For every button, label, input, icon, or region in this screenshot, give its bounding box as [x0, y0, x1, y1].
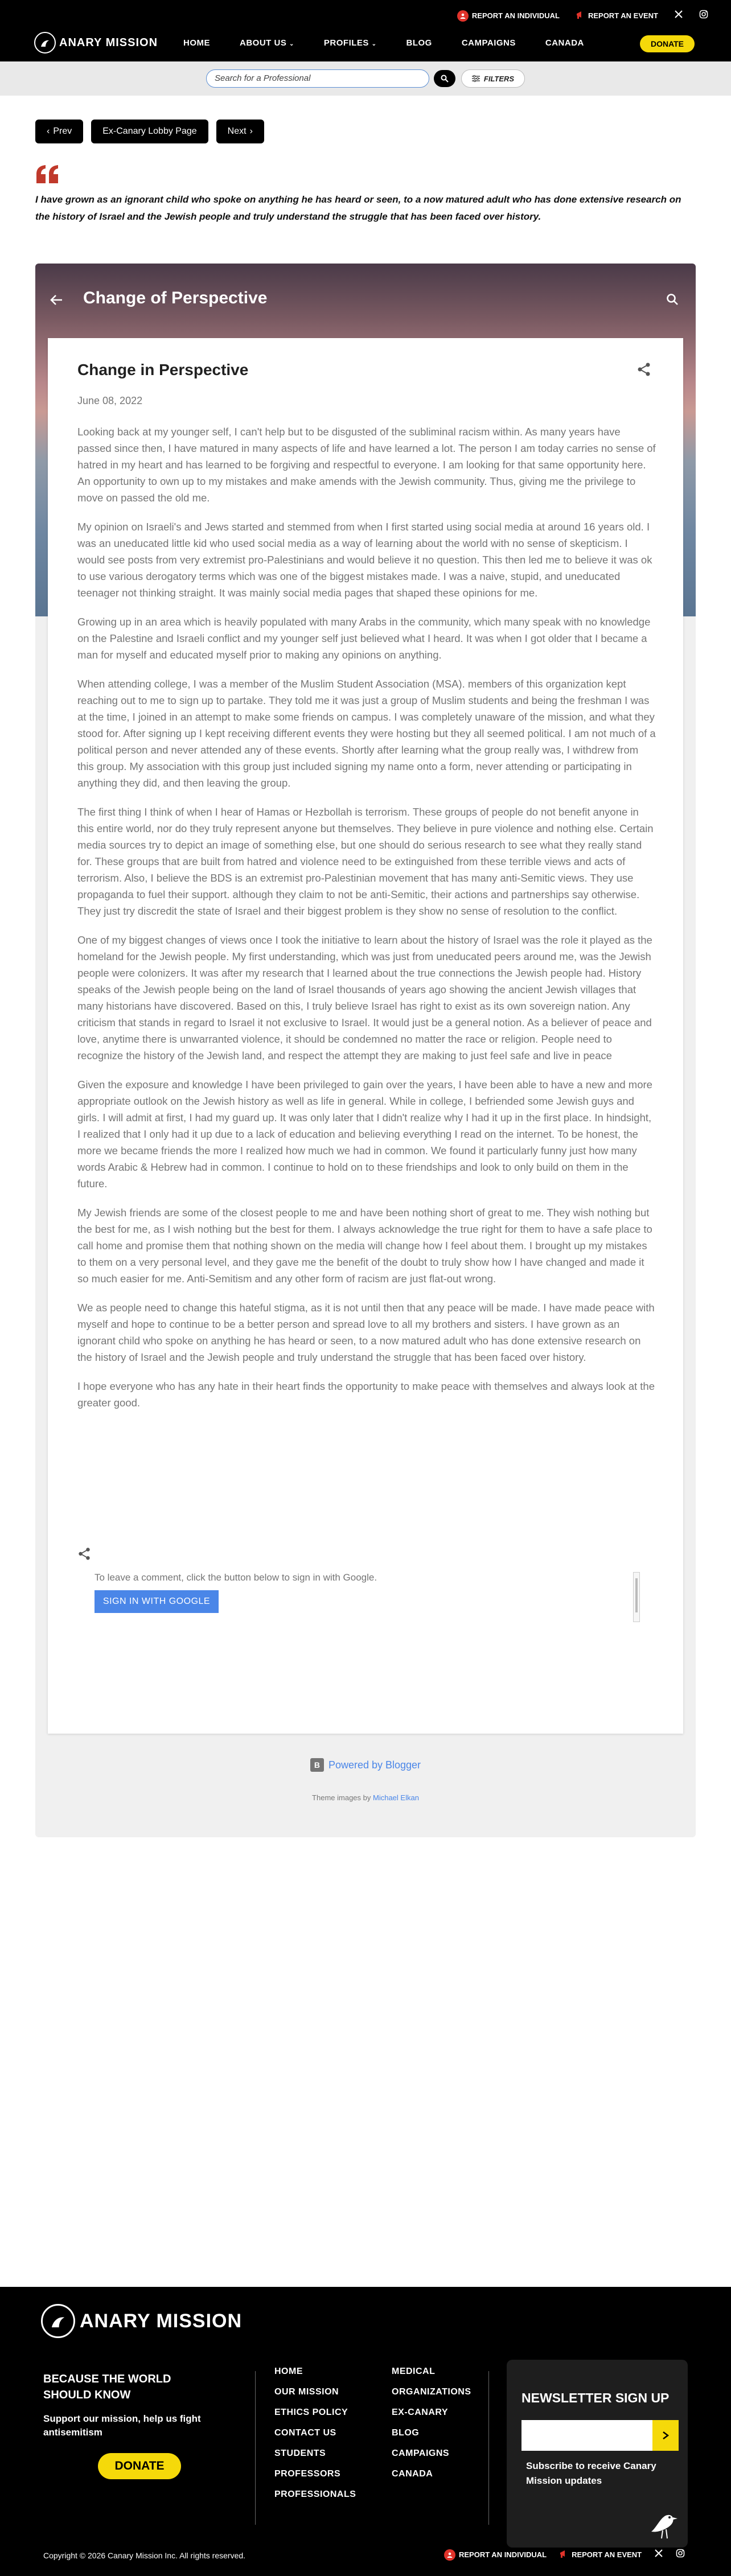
blog-post	[48, 338, 683, 1734]
divider	[488, 2371, 489, 2525]
footer-donate-button[interactable]: DONATE	[98, 2453, 181, 2479]
share-icon[interactable]	[636, 362, 651, 377]
comment-prompt: To leave a comment, click the button below to sign in with Google.	[95, 1572, 377, 1583]
powered-by-blogger[interactable]	[35, 1758, 696, 1772]
copyright: Copyright © 2026 Canary Mission Inc. All rights reserved.	[43, 2551, 246, 2560]
nav-blog[interactable]: BLOG	[406, 38, 432, 48]
theme-credits	[35, 1793, 696, 1802]
blog-header-title[interactable]: Change of Perspective	[83, 289, 268, 307]
logo-text: ANARY MISSION	[59, 36, 158, 49]
search-input[interactable]: Search for a Professional	[206, 69, 429, 88]
canary-logo-icon	[41, 2304, 75, 2338]
blogger-icon: B	[310, 1758, 324, 1772]
newsletter-email-input[interactable]	[521, 2420, 652, 2451]
post-paragraph: My Jewish friends are some of the closest people to me and have been nothing short of great to me. They wish nothing but the best for me, as I wish nothing but the best for them. I always acknowledge the true right for them to have a safe place to call home and promise them that nothing shown on the media will change how I feel about them. I brought up my mistakes to them on a very personal level, and they gave me the benefit of the doubt to truly show how I have changed and made it so much easier for me. Anti-Semitism and any other form of racism are just flat-out wrong.	[77, 1207, 652, 1285]
arrow-left-icon[interactable]	[50, 294, 63, 306]
footer-logo-text: ANARY MISSION	[80, 2310, 243, 2332]
post-paragraph: When attending college, I was a member of the Muslim Student Association (MSA). members of this organization kept reaching out to me to sign up to partake. They told me it was just a group of Muslim students and being the freshman I was at the time, I joined in an attempt to make some friends on campus. I was completely unaware of the mission, and what they stood for. After signing up I kept receiving different events they were hosting but they all seemed political. I am not much of a political person and never attended any of these events. Shortly after learning what the group really was, I withdrew from this group. My association with this group just included signing my name onto a form, never attending or participating in anything they did, and then leaving the group.	[77, 678, 656, 789]
instagram-icon[interactable]	[676, 2549, 685, 2561]
prev-button[interactable]	[35, 120, 83, 143]
newsletter-subtext: Subscribe to receive Canary Mission updates	[526, 2460, 656, 2486]
nav-profiles-label: PROFILES	[323, 38, 369, 48]
post-body	[77, 423, 656, 1423]
google-sign-in-button[interactable]: SIGN IN WITH GOOGLE	[95, 1590, 219, 1613]
x-social-icon[interactable]	[674, 10, 683, 22]
pull-quote: I have grown as an ignorant child who spoke on anything he has heard or seen, to a now matured adult who has done extensive research on the history of Israel and the Jewish people and truly understand the struggle that has been faced over history.	[35, 194, 681, 222]
chevron-down-icon: ⌄	[371, 41, 377, 47]
filters-button[interactable]	[461, 69, 525, 88]
footer-report-individual-link[interactable]	[444, 2549, 547, 2561]
footer-link[interactable]: ETHICS POLICY	[274, 2408, 348, 2417]
search-bar	[0, 61, 731, 96]
theme-credit-label: Theme images by	[312, 1793, 371, 1802]
newsletter-box	[507, 2360, 688, 2548]
theme-author-link[interactable]: Michael Elkan	[373, 1793, 419, 1802]
main-nav	[0, 27, 731, 61]
footer-report-individual-label: REPORT AN INDIVIDUAL	[459, 2550, 547, 2559]
nav-profiles[interactable]	[324, 38, 377, 48]
nav-home[interactable]: HOME	[183, 38, 210, 48]
person-alert-icon	[457, 10, 469, 22]
prev-label: Prev	[53, 126, 72, 136]
post-paragraph: My opinion on Israeli's and Jews started and stemmed from when I first started using social media at around 16 years old. I was an uneducated little kid who used social media as a way of learning about the world with no sense of skepticism. I would see posts from very extremist pro-Palestinians and would believe it no question. This then led me to believe it was ok to use various derogatory terms which was one of the biggest mistakes made. I was a naive, stupid, and uneducated teenager not thinking straight. It was mainly social media pages that shaped these opinions for me.	[77, 521, 652, 599]
nav-about-us[interactable]	[240, 38, 294, 48]
filter-icon	[472, 75, 480, 82]
chevron-right-icon: ›	[249, 126, 253, 136]
report-individual-link[interactable]	[457, 10, 560, 22]
footer-report-event-link[interactable]	[559, 2549, 642, 2561]
footer-tagline: BECAUSE THE WORLD SHOULD KNOW	[43, 2373, 171, 2401]
footer-link[interactable]: PROFESSIONALS	[274, 2489, 356, 2499]
comments-frame	[95, 1572, 641, 1629]
footer-links-col2	[392, 2367, 471, 2479]
footer-link[interactable]: CONTACT US	[274, 2428, 336, 2438]
search-icon[interactable]	[666, 293, 679, 306]
post-paragraph: The first thing I think of when I hear of Hamas or Hezbollah is terrorism. These groups of people do not benefit anyone in this entire world, nor do they truly represent anyone but themselves. They believe in pure violence and nothing else. Certain media sources try to depict an image of something else, but one should do serious research to see what they really stand for. These groups that are built from hatred and violence need to be extinguished from these terrible views and acts of terrorism. Also, I believe the BDS is an extremist pro-Palestinian movement that has many anti-Semitic views. They use propaganda to fuel their support. although they claim to not be anti-Semitic, their actions and partnerships say otherwise. They just try discredit the state of Israel and their biggest problem is they show no sense of resolution to the conflict.	[77, 806, 654, 917]
post-paragraph: Looking back at my younger self, I can't help but to be disgusted of the subliminal racism within. As many years have passed since then, I have matured in many aspects of life and have learned a lot. The person I am today carries no sense of hatred in my heart and has learned to be forgiving and respectful to everyone. I am looking for that same opportunity here. An opportunity to own up to my mistakes and make amends with the Jewish community. Thus, giving me the privilege to move on passed the old me.	[77, 426, 656, 504]
post-date: June 08, 2022	[77, 395, 143, 406]
next-label: Next	[227, 126, 247, 136]
footer	[0, 2287, 731, 2576]
filters-label: FILTERS	[483, 74, 515, 83]
footer-link[interactable]: CANADA	[392, 2469, 433, 2479]
post-paragraph: Given the exposure and knowledge I have been privileged to gain over the years, I have been able to have a new and more appropriate outlook on the Jewish history as well as life in general. While in college, I befriended some Jewish guys and girls. I will admit at first, I had my guard up. It was only later that I didn't realize why I had it up in the first place. In hindsight, I realized that I only had it up due to a lack of education and believing everything I read on the internet. To be honest, the more we became friends the more I realized how much we had in common. We found it particularly funny just how many words Arabic & Hebrew had in common. I continue to hold on to these friendships and look to only build on them in the future.	[77, 1079, 652, 1190]
footer-links-col1	[274, 2367, 356, 2500]
report-links	[457, 10, 708, 22]
footer-link[interactable]: PROFESSORS	[274, 2469, 341, 2479]
footer-link[interactable]: ORGANIZATIONS	[392, 2387, 471, 2397]
nav-about-us-label: ABOUT US	[240, 38, 287, 48]
divider	[255, 2371, 256, 2525]
nav-campaigns[interactable]: CAMPAIGNS	[461, 38, 516, 48]
footer-logo[interactable]	[41, 2304, 242, 2338]
x-social-icon[interactable]	[654, 2549, 663, 2561]
footer-link[interactable]: CAMPAIGNS	[392, 2449, 450, 2458]
post-title: Change in Perspective	[77, 361, 249, 378]
canary-bird-icon	[647, 2507, 681, 2541]
lobby-button[interactable]: Ex-Canary Lobby Page	[91, 120, 208, 143]
footer-link[interactable]: OUR MISSION	[274, 2387, 339, 2397]
footer-link[interactable]: STUDENTS	[274, 2449, 326, 2458]
report-event-label: REPORT AN EVENT	[588, 11, 658, 20]
footer-link[interactable]: EX-CANARY	[392, 2408, 449, 2417]
search-button[interactable]	[434, 70, 455, 87]
person-alert-icon	[444, 2549, 455, 2561]
footer-support-text: Support our mission, help us fight antisemitism	[43, 2413, 201, 2438]
post-paragraph: I hope everyone who has any hate in their heart finds the opportunity to make peace with themselves and always look at the greater good.	[77, 1380, 655, 1409]
blog-embed	[35, 264, 696, 1837]
megaphone-icon	[576, 10, 585, 22]
search-icon	[441, 75, 449, 83]
logo[interactable]	[34, 32, 158, 54]
post-paragraph: We as people need to change this hateful stigma, as it is not until then that any peace will be made. I have made peace with myself and hope to continue to be a better person and spread love to all my brothers and sisters. I have grown as an ignorant child who spoke on anything he has heard or seen, to a now matured adult who has done extensive research on the history of Israel and the Jewish people and truly understand the struggle that has been faced over history.	[77, 1302, 655, 1363]
footer-link[interactable]: BLOG	[392, 2428, 420, 2438]
next-button[interactable]	[216, 120, 264, 143]
chevron-down-icon: ⌄	[289, 41, 294, 47]
canary-logo-icon	[34, 32, 56, 54]
chevron-left-icon: ‹	[47, 126, 50, 136]
nav-links	[183, 38, 584, 48]
comments-scrollbar[interactable]	[633, 1572, 640, 1622]
quote-icon	[35, 165, 59, 183]
instagram-icon[interactable]	[699, 10, 708, 22]
footer-link[interactable]: HOME	[274, 2367, 303, 2376]
pager	[35, 120, 264, 143]
donate-button[interactable]: DONATE	[640, 35, 695, 52]
footer-report-links	[444, 2549, 685, 2561]
nav-canada[interactable]: CANADA	[545, 38, 584, 48]
footer-report-event-label: REPORT AN EVENT	[572, 2550, 642, 2559]
post-paragraph: Growing up in an area which is heavily populated with many Arabs in the community, which many speak with no knowledge on the Palestine and Israeli conflict and my younger self just believed what I heard. It was when I got older that I became a man for myself and educated myself prior to making any opinions on anything.	[77, 616, 651, 661]
powered-by-label: Powered by Blogger	[328, 1759, 421, 1771]
footer-link[interactable]: MEDICAL	[392, 2367, 436, 2376]
report-event-link[interactable]	[576, 10, 658, 22]
newsletter-title: NEWSLETTER SIGN UP	[521, 2390, 670, 2405]
share-icon[interactable]	[77, 1547, 91, 1561]
post-paragraph: One of my biggest changes of views once I took the initiative to learn about the history of Israel was the role it played as the homeland for the Jewish people. My first understanding, which was just from uneducated peers around me, was the Jewish people were colonizers. It was after my research that I learned about the true connections the Jewish people had. History speaks of the Jewish people being on the land of Israel thousands of years ago showing the ancient Jewish villages that many historians have discovered. Based on this, I truly believe Israel has right to exist as its own sovereign nation. Any criticism that stands in regard to Israel it not exclusive to Israel. It would just be a general notion. As a believer of peace and love, anytime there is unwarranted violence, it should be condemned no matter the race or religion. People need to recognize the history of the Jewish land, and respect the attempt they are making to just feel safe and live in peace	[77, 934, 652, 1061]
report-individual-label: REPORT AN INDIVIDUAL	[471, 11, 560, 20]
newsletter-submit-button[interactable]	[652, 2420, 679, 2451]
chevron-right-icon	[662, 2431, 669, 2439]
megaphone-icon	[559, 2549, 568, 2561]
